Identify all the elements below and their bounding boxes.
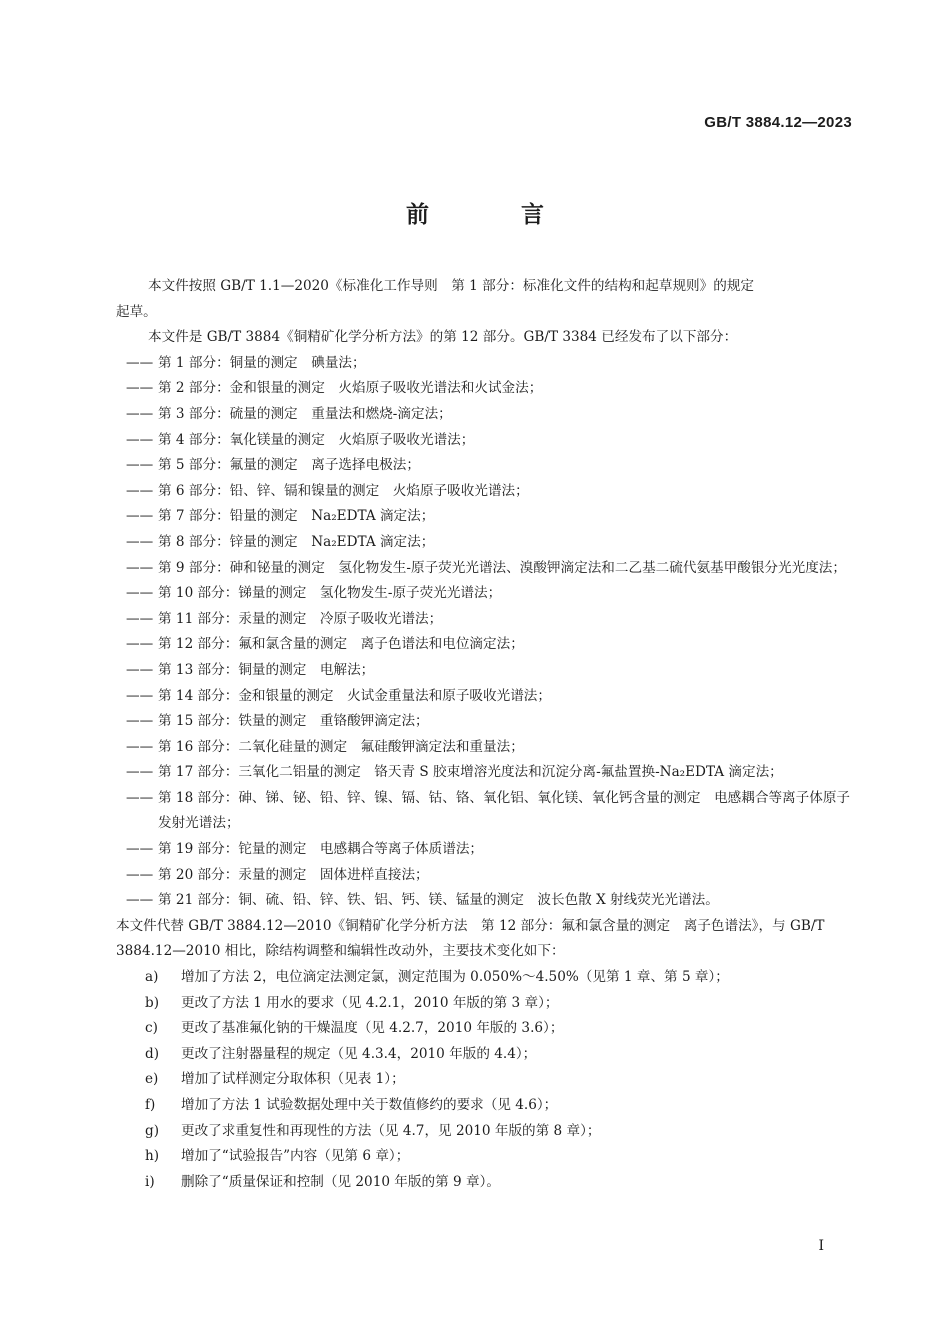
part-text: 第 1 部分：铜量的测定 碘量法； [158,354,366,371]
part-item [126,453,858,479]
replace-paragraph [116,914,858,965]
page-title: 前 言 [405,202,586,228]
change-text: 增加了试样测定分取体积（见表 1）； [181,1071,405,1088]
part-item [126,658,858,684]
part-item [126,479,858,505]
dash-marker: —— [126,585,154,602]
change-marker: d) [145,1045,160,1062]
part-text: 第 4 部分：氧化镁量的测定 火焰原子吸收光谱法； [158,431,475,448]
change-text: 更改了注射器量程的规定（见 4.3.4，2010 年版的 4.4）； [181,1045,537,1062]
change-marker: e) [145,1071,159,1088]
part-text: 第 9 部分：砷和铋量的测定 氢化物发生-原子荧光光谱法、溴酸钾滴定法和二乙基二硫代氨基甲酸银分光光度法； [158,559,846,576]
dash-marker: —— [126,559,154,576]
intro-line-2: 起草。 [116,303,157,320]
dash-marker: —— [126,764,154,781]
part-item [126,760,858,786]
intro-paragraph-1 [116,274,858,325]
change-item [145,1119,858,1145]
change-item [145,1042,858,1068]
change-item [145,1067,858,1093]
change-marker: h) [145,1148,160,1165]
part-text: 第 13 部分：铜量的测定 电解法； [158,661,375,678]
change-marker: c) [145,1020,158,1037]
intro-paragraph-2: 本文件是 GB/T 3884《铜精矿化学分析方法》的第 12 部分。GB/T 3384 已经发布了以下部分： [148,329,738,346]
part-text: 第 18 部分：砷、锑、铋、铅、锌、镍、镉、钴、铬、氧化铝、氧化镁、氧化钙含量的测定 电感耦合等离子体原子发射光谱法； [158,789,851,832]
dash-marker: —— [126,866,154,883]
part-item [126,376,858,402]
dash-marker: —— [126,789,154,806]
part-item [126,428,858,454]
part-item [126,581,858,607]
part-item [126,888,858,914]
part-text: 第 11 部分：汞量的测定 冷原子吸收光谱法； [158,610,443,627]
replace-text: 本文件代替 GB/T 3884.12—2010《铜精矿化学分析方法 第 12 部分：氟和氯含量的测定 离子色谱法》，与 GB/T 3884.12—2010 相比，除结构调整和编辑性改动外，主要技术变化如下： [116,917,825,960]
change-marker: a) [145,969,159,986]
part-text: 第 15 部分：铁量的测定 重铬酸钾滴定法； [158,713,429,730]
dash-marker: —— [126,482,154,499]
dash-marker: —— [126,713,154,730]
change-text: 更改了方法 1 用水的要求（见 4.2.1，2010 年版的第 3 章）； [181,994,559,1011]
part-item [126,709,858,735]
change-item [145,1144,858,1170]
part-item [126,607,858,633]
part-item [126,351,858,377]
intro-line-1: 本文件按照 GB/T 1.1—2020《标准化工作导则 第 1 部分：标准化文件的结构和起草规则》的规定 [148,278,755,294]
dash-marker: —— [126,457,154,474]
part-text: 第 7 部分：铅量的测定 Na₂EDTA 滴定法； [158,508,435,525]
part-item [126,786,858,837]
change-item [145,1170,858,1196]
change-marker: i) [145,1173,155,1190]
part-item [126,684,858,710]
dash-marker: —— [126,892,154,909]
dash-marker: —— [126,610,154,627]
foreword-body [116,274,858,1195]
change-item [145,1093,858,1119]
change-marker: b) [145,994,160,1011]
change-text: 更改了求重复性和再现性的方法（见 4.7，见 2010 年版的第 8 章）； [181,1122,601,1139]
change-marker: f) [145,1097,156,1113]
part-text: 第 19 部分：铊量的测定 电感耦合等离子体质谱法； [158,841,484,858]
dash-marker: —— [126,661,154,678]
dash-marker: —— [126,533,154,550]
dash-marker: —— [126,841,154,858]
dash-marker: —— [126,687,154,704]
part-text: 第 14 部分：金和银量的测定 火试金重量法和原子吸收光谱法； [158,687,551,704]
dash-marker: —— [126,636,154,653]
change-marker: g) [145,1122,160,1139]
part-text: 第 10 部分：锑量的测定 氢化物发生-原子荧光光谱法； [158,585,502,602]
page-number: I [818,1238,824,1254]
part-item [126,504,858,530]
dash-marker: —— [126,431,154,448]
part-item [126,863,858,889]
change-text: 增加了“试验报告”内容（见第 6 章）； [181,1148,410,1165]
change-item [145,991,858,1017]
standard-code: GB/T 3884.12—2023 [704,114,852,131]
part-text: 第 16 部分：二氧化硅量的测定 氟硅酸钾滴定法和重量法； [158,738,524,755]
change-item [145,965,858,991]
part-item [126,402,858,428]
change-text: 增加了方法 2，电位滴定法测定氯，测定范围为 0.050%～4.50%（见第 1 章、第 5 章）； [181,969,729,986]
part-item [126,632,858,658]
part-item [126,735,858,761]
dash-marker: —— [126,508,154,525]
part-text: 第 17 部分：三氧化二铝量的测定 铬天青 S 胶束增溶光度法和沉淀分离-氟盐置换-Na₂EDTA 滴定法； [158,764,783,781]
part-item [126,556,858,582]
part-text: 第 8 部分：锌量的测定 Na₂EDTA 滴定法； [158,533,435,550]
part-text: 第 3 部分：硫量的测定 重量法和燃烧-滴定法； [158,405,452,422]
part-text: 第 2 部分：金和银量的测定 火焰原子吸收光谱法和火试金法； [158,380,543,397]
dash-marker: —— [126,354,154,371]
change-text: 增加了方法 1 试验数据处理中关于数值修约的要求（见 4.6）； [181,1097,558,1113]
change-text: 删除了“质量保证和控制（见 2010 年版的第 9 章）。 [181,1173,500,1190]
part-text: 第 5 部分：氟量的测定 离子选择电极法； [158,457,420,474]
part-text: 第 6 部分：铅、锌、镉和镍量的测定 火焰原子吸收光谱法； [158,482,529,499]
dash-marker: —— [126,738,154,755]
parts-list [126,351,858,914]
part-item [126,530,858,556]
change-text: 更改了基准氟化钠的干燥温度（见 4.2.7，2010 年版的 3.6）； [181,1020,564,1037]
change-item [145,1016,858,1042]
changes-list [145,965,858,1195]
part-text: 第 20 部分：汞量的测定 固体进样直接法； [158,866,429,883]
dash-marker: —— [126,380,154,397]
part-text: 第 12 部分：氟和氯含量的测定 离子色谱法和电位滴定法； [158,636,524,653]
part-text: 第 21 部分：铜、硫、铅、锌、铁、铝、钙、镁、锰量的测定 波长色散 X 射线荧光光谱法。 [158,892,719,909]
part-item [126,837,858,863]
dash-marker: —— [126,405,154,422]
